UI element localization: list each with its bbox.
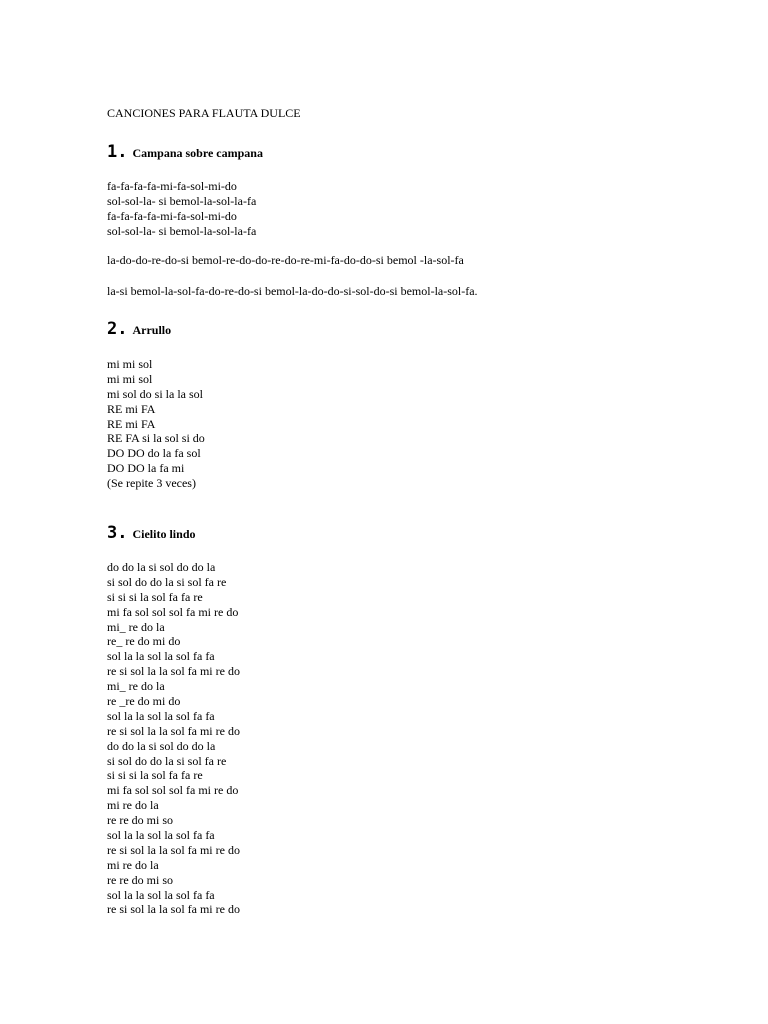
- notes-line: RE mi FA: [107, 416, 156, 431]
- notes-line: mi sol do si la la sol: [107, 386, 203, 401]
- notes-line: si sol do do la si sol fa re: [107, 753, 227, 768]
- song-1-block-3: [107, 284, 478, 299]
- notes-line: re si sol la la sol fa mi re do: [107, 902, 240, 917]
- notes-line: mi_ re do la: [107, 679, 165, 694]
- notes-line: re_ re do mi do: [107, 634, 181, 649]
- notes-line: sol-sol-la- si bemol-la-sol-la-fa: [107, 223, 257, 238]
- notes-line: la-si bemol-la-sol-fa-do-re-do-si bemol-la-do-do-si-sol-do-si bemol-la-sol-fa.: [107, 284, 478, 298]
- song-number: 2.: [107, 319, 128, 339]
- notes-line: RE FA si la sol si do: [107, 431, 205, 446]
- notes-line: re re do mi so: [107, 813, 173, 828]
- notes-line: mi re do la: [107, 798, 159, 813]
- song-1-block-2: [107, 253, 464, 268]
- notes-line: re si sol la la sol fa mi re do: [107, 723, 240, 738]
- repeat-note: (Se repite 3 veces): [107, 476, 196, 491]
- notes-line: sol la la sol la sol fa fa: [107, 649, 215, 664]
- notes-line: mi fa sol sol sol fa mi re do: [107, 604, 239, 619]
- notes-line: RE mi FA: [107, 401, 156, 416]
- song-heading-3: [107, 524, 196, 542]
- notes-line: fa-fa-fa-fa-mi-fa-sol-mi-do: [107, 208, 237, 223]
- notes-line: mi_ re do la: [107, 619, 165, 634]
- song-number: 1.: [107, 142, 128, 162]
- notes-line: mi mi sol: [107, 357, 153, 371]
- song-heading-2: [107, 320, 171, 338]
- notes-line: sol la la sol la sol fa fa: [107, 828, 215, 843]
- notes-line: sol la la sol la sol fa fa: [107, 708, 215, 723]
- notes-line: si si si la sol fa fa re: [107, 768, 203, 783]
- notes-line: re si sol la la sol fa mi re do: [107, 664, 240, 679]
- notes-line: la-do-do-re-do-si bemol-re-do-do-re-do-re-mi-fa-do-do-si bemol -la-sol-fa: [107, 253, 464, 267]
- notes-line: re _re do mi do: [107, 694, 181, 709]
- notes-line: mi mi sol: [107, 371, 153, 386]
- song-title: Cielito lindo: [132, 527, 196, 541]
- song-3-verse-block: [107, 560, 240, 917]
- notes-line: si si si la sol fa fa re: [107, 589, 203, 604]
- notes-line: re re do mi so: [107, 872, 173, 887]
- song-title: Campana sobre campana: [132, 146, 263, 160]
- song-number: 3.: [107, 523, 128, 543]
- document-title: CANCIONES PARA FLAUTA DULCE: [107, 106, 301, 120]
- notes-line: sol la la sol la sol fa fa: [107, 887, 215, 902]
- notes-line: DO DO do la fa sol: [107, 446, 201, 461]
- notes-line: mi fa sol sol sol fa mi re do: [107, 783, 239, 798]
- notes-line: re si sol la la sol fa mi re do: [107, 842, 240, 857]
- notes-line: do do la si sol do do la: [107, 560, 216, 574]
- notes-line: fa-fa-fa-fa-mi-fa-sol-mi-do: [107, 179, 237, 193]
- notes-line: si sol do do la si sol fa re: [107, 574, 227, 589]
- notes-line: do do la si sol do do la: [107, 738, 216, 753]
- song-2-verse-block: [107, 357, 205, 491]
- notes-line: sol-sol-la- si bemol-la-sol-la-fa: [107, 193, 257, 208]
- notes-line: DO DO la fa mi: [107, 461, 185, 476]
- song-1-verse-block: [107, 179, 256, 239]
- song-title: Arrullo: [132, 323, 172, 337]
- notes-line: mi re do la: [107, 857, 159, 872]
- song-heading-1: [107, 143, 263, 161]
